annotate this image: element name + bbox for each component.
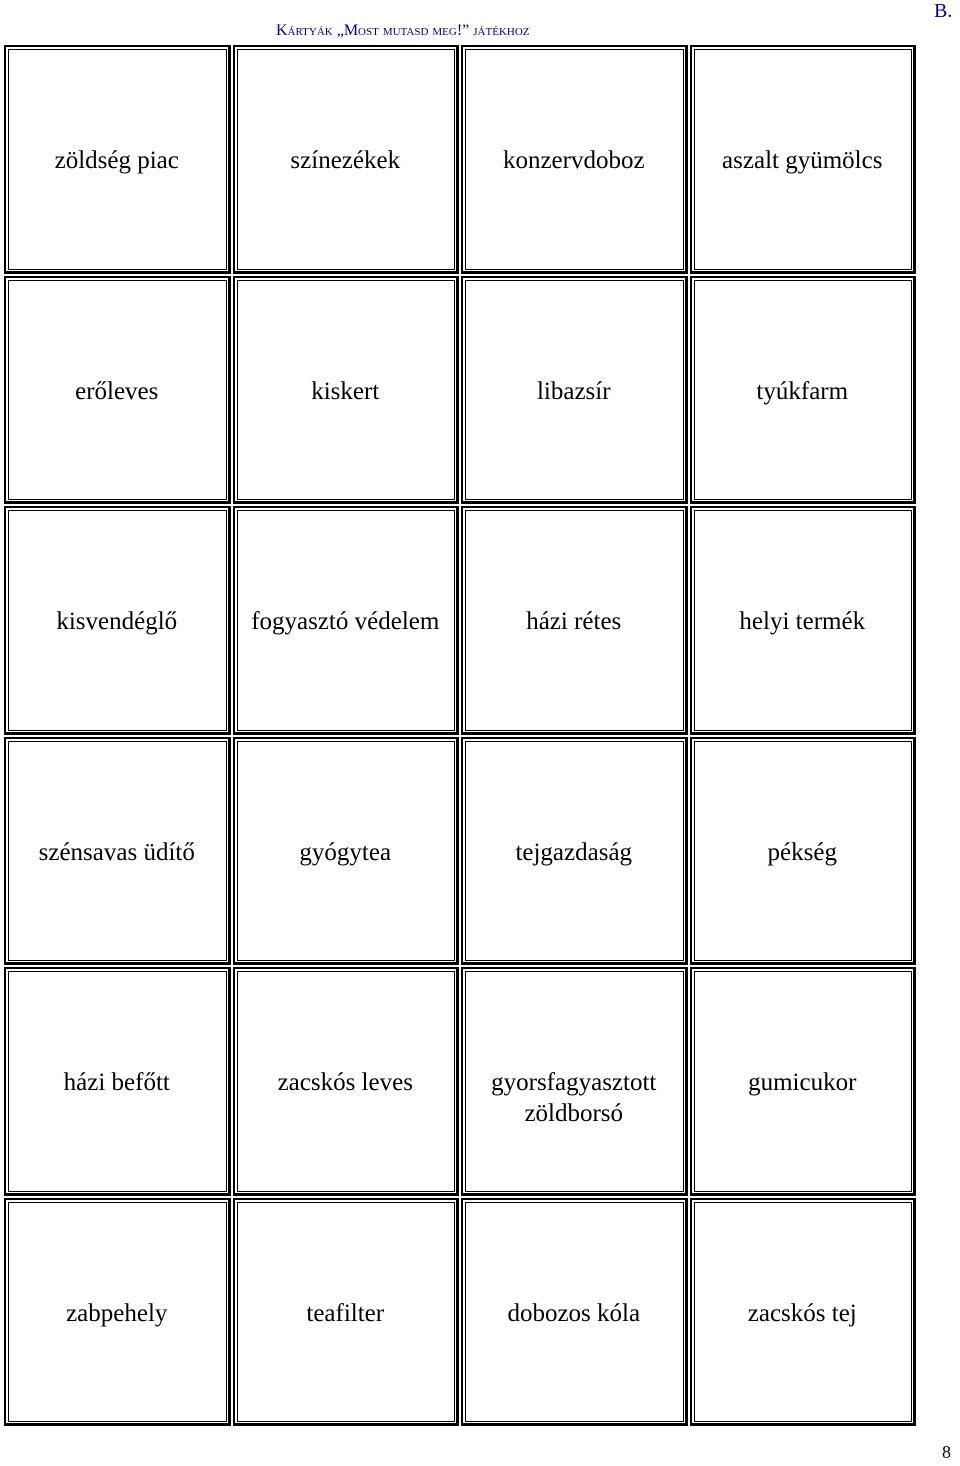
card-label: erőleves bbox=[75, 377, 159, 405]
card bbox=[690, 276, 917, 505]
card bbox=[233, 737, 460, 966]
card bbox=[690, 967, 917, 1196]
corner-label: B. bbox=[934, 0, 953, 22]
card-label: teafilter bbox=[306, 1299, 385, 1327]
card bbox=[690, 506, 917, 735]
card-label: pékség bbox=[767, 838, 837, 866]
card bbox=[461, 967, 688, 1196]
card-label: zabpehely bbox=[66, 1299, 168, 1327]
card bbox=[461, 45, 688, 274]
card bbox=[233, 276, 460, 505]
card-label: gyorsfagyasztott zöldborsó bbox=[491, 1069, 657, 1127]
card-label: fogyasztó védelem bbox=[251, 608, 440, 635]
card-label: kiskert bbox=[311, 377, 380, 405]
card bbox=[461, 276, 688, 505]
card bbox=[233, 967, 460, 1196]
card-label: szénsavas üdítő bbox=[38, 838, 195, 866]
card-label: gumicukor bbox=[748, 1069, 857, 1096]
card-label: zacskós leves bbox=[277, 1069, 413, 1096]
page-title: Kártyák „Most mutasd meg!” játékhoz bbox=[276, 22, 530, 39]
card bbox=[461, 737, 688, 966]
card-label: tejgazdaság bbox=[515, 838, 633, 866]
card-label: dobozos kóla bbox=[507, 1299, 641, 1327]
card bbox=[4, 276, 231, 505]
card-label: házi rétes bbox=[526, 608, 622, 635]
page-number: 8 bbox=[942, 1442, 951, 1462]
card bbox=[4, 967, 231, 1196]
card-label: zöldség piac bbox=[54, 147, 179, 174]
card bbox=[4, 45, 231, 274]
card-label: aszalt gyümölcs bbox=[722, 147, 883, 174]
card-label: kisvendéglő bbox=[56, 608, 178, 635]
card bbox=[690, 737, 917, 966]
card-label: gyógytea bbox=[299, 838, 392, 866]
card-label: helyi termék bbox=[739, 608, 866, 635]
card bbox=[233, 1198, 460, 1427]
card bbox=[4, 1198, 231, 1427]
card-grid bbox=[3, 44, 917, 1427]
card bbox=[233, 506, 460, 735]
card-label: libazsír bbox=[536, 377, 611, 405]
card-label: színezékek bbox=[290, 147, 401, 174]
card-label: zacskós tej bbox=[747, 1299, 857, 1327]
card bbox=[233, 45, 460, 274]
card-label: tyúkfarm bbox=[756, 377, 849, 405]
card bbox=[690, 45, 917, 274]
card bbox=[4, 506, 231, 735]
card bbox=[690, 1198, 917, 1427]
card-label: konzervdoboz bbox=[502, 147, 645, 174]
card bbox=[4, 737, 231, 966]
card-label: házi befőtt bbox=[63, 1069, 170, 1096]
card bbox=[461, 1198, 688, 1427]
card bbox=[461, 506, 688, 735]
